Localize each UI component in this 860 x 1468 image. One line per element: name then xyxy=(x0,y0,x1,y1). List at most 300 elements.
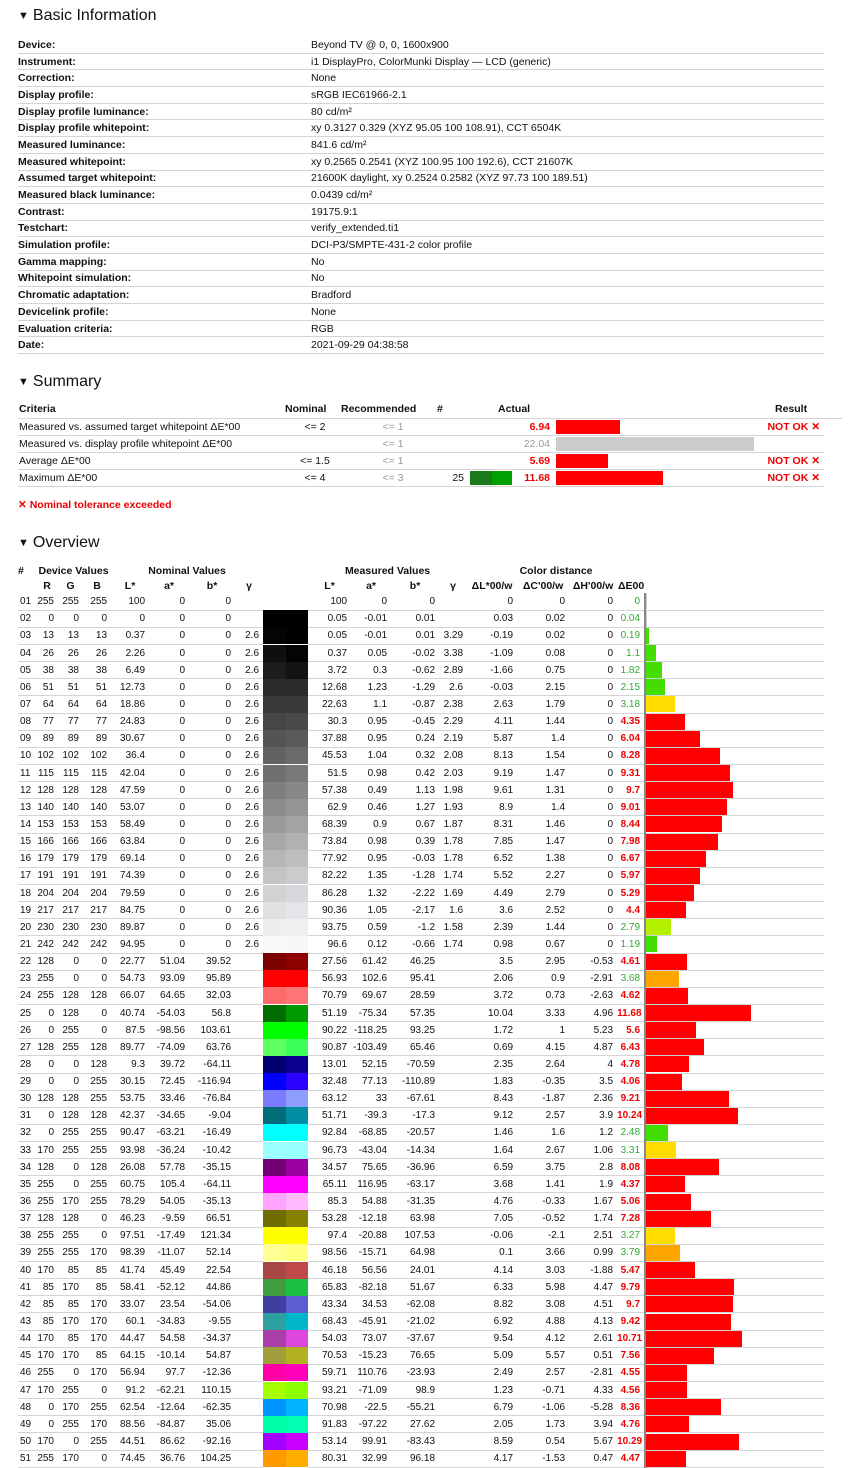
overview-cell: 4.87 xyxy=(569,1039,617,1056)
delta-e-value: 9.79 xyxy=(617,1279,645,1296)
overview-cell: 39.72 xyxy=(149,1056,189,1073)
summary-row xyxy=(18,453,824,470)
overview-cell: -0.53 xyxy=(569,953,617,970)
info-row xyxy=(18,170,824,187)
overview-cell: 6.52 xyxy=(467,850,517,867)
overview-cell: 89 xyxy=(36,730,58,747)
overview-cell: -0.66 xyxy=(391,936,439,953)
color-swatch xyxy=(263,1193,308,1210)
overview-cell: 153 xyxy=(83,816,111,833)
overview-cell: 0 xyxy=(83,1227,111,1244)
overview-cell: 255 xyxy=(58,1124,83,1141)
overview-cell: 0 xyxy=(149,884,189,901)
overview-cell: 255 xyxy=(58,1227,83,1244)
overview-cell: 96.6 xyxy=(308,936,351,953)
nominal-color-swatch xyxy=(263,1433,286,1450)
delta-e-bar-cell xyxy=(645,1450,824,1467)
overview-cell: 0.05 xyxy=(308,627,351,644)
summary-criteria: Measured vs. display profile whitepoint ΔE*00 xyxy=(19,438,233,451)
overview-cell: 26.08 xyxy=(111,1159,149,1176)
delta-e-value: 6.67 xyxy=(617,850,645,867)
overview-cell: 5.57 xyxy=(517,1347,569,1364)
color-swatch xyxy=(263,919,308,936)
overview-cell xyxy=(235,1159,263,1176)
info-value: sRGB IEC61966-2.1 xyxy=(311,87,824,104)
overview-cell: 170 xyxy=(83,1244,111,1261)
measured-color-swatch xyxy=(286,696,309,713)
delta-e-value: 0.04 xyxy=(617,610,645,627)
info-value: 0.0439 cd/m² xyxy=(311,187,824,204)
delta-e-bar xyxy=(646,919,671,935)
overview-cell: 79.59 xyxy=(111,884,149,901)
overview-cell: 99.91 xyxy=(351,1433,391,1450)
delta-e-value: 4.55 xyxy=(617,1364,645,1381)
overview-cell: 32.03 xyxy=(189,987,235,1004)
overview-cell: 92.84 xyxy=(308,1124,351,1141)
delta-e-bar-cell xyxy=(645,1296,824,1313)
info-value: 80 cd/m² xyxy=(311,103,824,120)
overview-cell: 179 xyxy=(83,850,111,867)
overview-cell: -64.11 xyxy=(189,1176,235,1193)
overview-cell: 0 xyxy=(189,816,235,833)
summary-nominal: <= 2 xyxy=(304,421,326,434)
info-value: xy 0.3127 0.329 (XYZ 95.05 100 108.91), CCT 6504K xyxy=(311,120,824,137)
overview-cell: -70.59 xyxy=(391,1056,439,1073)
delta-e-bar-cell xyxy=(645,1399,824,1416)
overview-cell: 32.48 xyxy=(308,1073,351,1090)
nominal-color-swatch xyxy=(263,1244,286,1261)
delta-e-bar xyxy=(646,799,727,815)
overview-cell: 0 xyxy=(83,953,111,970)
overview-cell: 52.14 xyxy=(189,1244,235,1261)
overview-cell: 1.47 xyxy=(517,764,569,781)
overview-row xyxy=(18,782,824,799)
overview-cell: 10 xyxy=(18,747,36,764)
overview-cell: -9.55 xyxy=(189,1313,235,1330)
overview-cell: -0.87 xyxy=(391,696,439,713)
overview-cell: 51.67 xyxy=(391,1279,439,1296)
overview-row xyxy=(18,764,824,781)
summary-heading[interactable]: ▼ Summary xyxy=(18,370,842,394)
overview-cell: 82.22 xyxy=(308,867,351,884)
delta-e-bar xyxy=(646,971,679,987)
delta-e-value: 0.19 xyxy=(617,627,645,644)
info-value: DCI-P3/SMPTE-431-2 color profile xyxy=(311,237,824,254)
overview-row xyxy=(18,1107,824,1124)
overview-cell: -12.18 xyxy=(351,1210,391,1227)
delta-e-bar-cell xyxy=(645,1159,824,1176)
color-swatch xyxy=(263,884,308,901)
overview-cell: -14.34 xyxy=(391,1142,439,1159)
overview-cell: 1.1 xyxy=(351,696,391,713)
overview-table xyxy=(18,563,824,1468)
summary-row xyxy=(18,436,824,453)
overview-cell: 0 xyxy=(189,867,235,884)
overview-cell: 0 xyxy=(189,782,235,799)
overview-cell: 46.23 xyxy=(111,1210,149,1227)
info-row xyxy=(18,37,824,53)
overview-cell: 0 xyxy=(58,610,83,627)
delta-e-bar-cell xyxy=(645,1364,824,1381)
overview-cell: 4.96 xyxy=(569,1004,617,1021)
overview-cell: 0.73 xyxy=(517,987,569,1004)
overview-row xyxy=(18,936,824,953)
overview-cell: 34.53 xyxy=(351,1296,391,1313)
overview-cell: 85 xyxy=(83,1347,111,1364)
overview-cell: -98.56 xyxy=(149,1022,189,1039)
overview-cell: 1.27 xyxy=(391,799,439,816)
overview-cell: -37.67 xyxy=(391,1330,439,1347)
overview-cell: 217 xyxy=(36,902,58,919)
overview-cell: 12 xyxy=(18,782,36,799)
overview-cell: 2.79 xyxy=(517,884,569,901)
overview-cell: 24.83 xyxy=(111,713,149,730)
overview-cell: 0.59 xyxy=(351,919,391,936)
overview-cell: -0.33 xyxy=(517,1193,569,1210)
measured-color-swatch xyxy=(286,610,309,627)
overview-cell: -17.3 xyxy=(391,1107,439,1124)
color-swatch xyxy=(263,1004,308,1021)
overview-cell: -82.18 xyxy=(351,1279,391,1296)
overview-cell: 26 xyxy=(18,1022,36,1039)
delta-e-bar xyxy=(646,1074,682,1090)
overview-cell xyxy=(235,1073,263,1090)
overview-group-header xyxy=(18,563,824,578)
color-swatch xyxy=(263,987,308,1004)
overview-cell: -0.01 xyxy=(351,610,391,627)
summary-actual: 11.68 xyxy=(524,472,550,485)
color-swatch xyxy=(263,1056,308,1073)
overview-cell: 61.42 xyxy=(351,953,391,970)
overview-cell: 0 xyxy=(189,884,235,901)
overview-cell: 22.63 xyxy=(308,696,351,713)
overview-cell: 13 xyxy=(36,627,58,644)
delta-e-bar-cell xyxy=(645,610,824,627)
overview-cell: 45.49 xyxy=(149,1262,189,1279)
overview-cell: 08 xyxy=(18,713,36,730)
delta-e-value: 2.15 xyxy=(617,679,645,696)
overview-cell: 0.05 xyxy=(308,610,351,627)
overview-cell: 9.19 xyxy=(467,764,517,781)
overview-cell: 255 xyxy=(36,1364,58,1381)
overview-cell: 140 xyxy=(83,799,111,816)
overview-cell: 50 xyxy=(18,1433,36,1450)
color-swatch xyxy=(263,902,308,919)
delta-e-bar xyxy=(646,645,656,661)
overview-cell: 2.6 xyxy=(235,799,263,816)
overview-cell: 0 xyxy=(189,833,235,850)
overview-row xyxy=(18,919,824,936)
overview-cell xyxy=(439,970,467,987)
overview-cell: 95.89 xyxy=(189,970,235,987)
overview-row xyxy=(18,713,824,730)
overview-cell: -2.1 xyxy=(517,1227,569,1244)
delta-e-bar-cell xyxy=(645,662,824,679)
overview-row xyxy=(18,1450,824,1467)
overview-cell: 0.9 xyxy=(351,816,391,833)
overview-cell xyxy=(235,1433,263,1450)
overview-cell: 4.76 xyxy=(467,1193,517,1210)
overview-cell: 0 xyxy=(351,593,391,610)
delta-e-bar xyxy=(646,1022,696,1038)
info-key: Measured whitepoint: xyxy=(18,153,311,170)
overview-cell: 255 xyxy=(83,1142,111,1159)
overview-cell xyxy=(235,1056,263,1073)
delta-e-bar-cell xyxy=(645,1347,824,1364)
overview-cell: 0.39 xyxy=(391,833,439,850)
color-swatch xyxy=(263,1227,308,1244)
overview-cell: -17.49 xyxy=(149,1227,189,1244)
overview-cell: 1.74 xyxy=(439,936,467,953)
delta-e-bar xyxy=(646,1142,676,1158)
overview-cell: 0.95 xyxy=(351,713,391,730)
overview-cell xyxy=(235,1313,263,1330)
overview-cell: 170 xyxy=(36,1262,58,1279)
overview-cell: 53.14 xyxy=(308,1433,351,1450)
overview-cell: 2.39 xyxy=(467,919,517,936)
overview-cell: 13 xyxy=(83,627,111,644)
delta-e-value: 4.56 xyxy=(617,1382,645,1399)
overview-cell: 170 xyxy=(58,1313,83,1330)
overview-cell: 42.37 xyxy=(111,1107,149,1124)
delta-e-bar-cell xyxy=(645,1279,824,1296)
overview-cell: 128 xyxy=(83,1107,111,1124)
delta-e-bar xyxy=(646,628,649,644)
overview-cell: 0 xyxy=(569,679,617,696)
delta-e-bar xyxy=(646,1296,733,1312)
delta-e-bar xyxy=(646,988,688,1004)
overview-cell: 128 xyxy=(83,1159,111,1176)
measured-color-swatch xyxy=(286,885,309,902)
nominal-color-swatch xyxy=(263,1039,286,1056)
measured-color-swatch xyxy=(286,1296,309,1313)
color-swatch xyxy=(263,1176,308,1193)
overview-cell: 47.59 xyxy=(111,782,149,799)
overview-cell: 10.04 xyxy=(467,1004,517,1021)
overview-cell: 86.28 xyxy=(308,884,351,901)
overview-cell xyxy=(439,1262,467,1279)
measured-color-swatch xyxy=(286,936,309,953)
overview-cell: 128 xyxy=(36,1039,58,1056)
measured-color-swatch xyxy=(286,1193,309,1210)
overview-cell: 0.1 xyxy=(467,1244,517,1261)
overview-cell: 128 xyxy=(58,987,83,1004)
overview-cell: 5.98 xyxy=(517,1279,569,1296)
overview-cell: 74.39 xyxy=(111,867,149,884)
overview-cell: 0 xyxy=(391,593,439,610)
overview-cell: -23.93 xyxy=(391,1364,439,1381)
delta-e-bar xyxy=(646,782,733,798)
info-key: Instrument: xyxy=(18,53,311,70)
overview-cell: 170 xyxy=(83,1296,111,1313)
overview-cell: 170 xyxy=(83,1313,111,1330)
overview-cell: -1.88 xyxy=(569,1262,617,1279)
overview-cell xyxy=(439,1159,467,1176)
overview-cell: 6.59 xyxy=(467,1159,517,1176)
measured-color-swatch xyxy=(286,1107,309,1124)
overview-cell: 0 xyxy=(149,764,189,781)
overview-cell: -55.21 xyxy=(391,1399,439,1416)
delta-e-bar xyxy=(646,593,647,609)
overview-cell xyxy=(235,1382,263,1399)
info-value: 2021-09-29 04:38:58 xyxy=(311,337,824,354)
nominal-color-swatch xyxy=(263,662,286,679)
delta-e-bar xyxy=(646,1194,691,1210)
delta-e-bar xyxy=(646,1039,704,1055)
overview-cell: 94.95 xyxy=(111,936,149,953)
overview-cell: 12.68 xyxy=(308,679,351,696)
delta-e-bar xyxy=(646,1399,721,1415)
overview-cell: 191 xyxy=(36,867,58,884)
color-swatch xyxy=(263,782,308,799)
info-row xyxy=(18,53,824,70)
summary-actual-bar xyxy=(556,437,754,451)
color-swatch xyxy=(263,799,308,816)
delta-e-value: 9.21 xyxy=(617,1090,645,1107)
overview-cell: 0 xyxy=(83,1004,111,1021)
overview-cell: 100 xyxy=(308,593,351,610)
overview-row xyxy=(18,1159,824,1176)
overview-cell: -84.87 xyxy=(149,1416,189,1433)
overview-cell: 64 xyxy=(58,696,83,713)
overview-cell: -71.09 xyxy=(351,1382,391,1399)
overview-cell: 7.85 xyxy=(467,833,517,850)
overview-cell: 2.06 xyxy=(467,970,517,987)
overview-row xyxy=(18,1296,824,1313)
overview-cell xyxy=(235,1262,263,1279)
overview-cell: 0 xyxy=(58,1364,83,1381)
nominal-color-swatch xyxy=(263,730,286,747)
overview-cell: 2.6 xyxy=(235,919,263,936)
overview-cell: 51.5 xyxy=(308,764,351,781)
overview-cell: 170 xyxy=(58,1347,83,1364)
overview-cell: -34.83 xyxy=(149,1313,189,1330)
info-row xyxy=(18,120,824,137)
nominal-color-swatch xyxy=(263,1279,286,1296)
overview-row xyxy=(18,1176,824,1193)
overview-cell: 21 xyxy=(18,936,36,953)
overview-cell: 2.51 xyxy=(569,1227,617,1244)
overview-cell: 128 xyxy=(36,1210,58,1227)
delta-e-value: 7.98 xyxy=(617,833,645,850)
overview-cell: -1.53 xyxy=(517,1450,569,1467)
overview-cell: 14 xyxy=(18,816,36,833)
delta-e-value: 4.61 xyxy=(617,953,645,970)
measured-color-swatch xyxy=(286,902,309,919)
overview-row xyxy=(18,1039,824,1056)
delta-e-bar-cell xyxy=(645,1433,824,1450)
overview-row xyxy=(18,662,824,679)
overview-cell: 63.12 xyxy=(308,1090,351,1107)
overview-cell: 0 xyxy=(189,799,235,816)
overview-cell: 0 xyxy=(569,696,617,713)
overview-cell: 13 xyxy=(58,627,83,644)
overview-cell: -76.84 xyxy=(189,1090,235,1107)
overview-cell: 28 xyxy=(18,1056,36,1073)
overview-cell: -43.04 xyxy=(351,1142,391,1159)
overview-cell: 24.01 xyxy=(391,1262,439,1279)
nominal-color-swatch xyxy=(263,1124,286,1141)
overview-cell: 121.34 xyxy=(189,1227,235,1244)
overview-row xyxy=(18,1090,824,1107)
column-header: b* xyxy=(206,579,218,592)
basic-information-heading[interactable]: ▼ Basic Information xyxy=(18,4,842,28)
overview-cell: -62.35 xyxy=(189,1399,235,1416)
overview-cell: -35.15 xyxy=(189,1159,235,1176)
overview-cell: 128 xyxy=(83,1039,111,1056)
delta-e-bar xyxy=(646,1348,714,1364)
overview-cell: 68.43 xyxy=(308,1313,351,1330)
nominal-color-swatch xyxy=(263,627,286,644)
delta-e-bar xyxy=(646,1314,731,1330)
overview-heading[interactable]: ▼ Overview xyxy=(18,531,842,555)
color-swatch xyxy=(263,1330,308,1347)
overview-cell: 27 xyxy=(18,1039,36,1056)
info-key: Whitepoint simulation: xyxy=(18,270,311,287)
overview-cell: 66.07 xyxy=(111,987,149,1004)
overview-cell: -0.03 xyxy=(467,679,517,696)
overview-cell: 51 xyxy=(83,679,111,696)
overview-cell: 153 xyxy=(58,816,83,833)
color-swatch xyxy=(263,1382,308,1399)
delta-e-bar-cell xyxy=(645,1210,824,1227)
measured-color-swatch xyxy=(286,1244,309,1261)
overview-cell: 4.11 xyxy=(467,713,517,730)
overview-cell xyxy=(235,953,263,970)
delta-e-value: 4.4 xyxy=(617,902,645,919)
overview-cell: 0 xyxy=(36,1416,58,1433)
delta-e-bar-cell xyxy=(645,936,824,953)
overview-cell: 255 xyxy=(83,593,111,610)
delta-e-bar-cell xyxy=(645,1107,824,1124)
overview-cell: 2.67 xyxy=(517,1142,569,1159)
overview-cell: 128 xyxy=(36,1090,58,1107)
summary-actual: 22.04 xyxy=(523,438,550,451)
overview-cell: 8.43 xyxy=(467,1090,517,1107)
delta-e-bar-cell xyxy=(645,1004,824,1021)
overview-cell: 170 xyxy=(36,1433,58,1450)
delta-e-bar xyxy=(646,1159,719,1175)
overview-cell: 0 xyxy=(58,1073,83,1090)
overview-cell: 36.4 xyxy=(111,747,149,764)
color-swatch xyxy=(263,696,308,713)
overview-cell: 2.6 xyxy=(235,764,263,781)
overview-cell: 41.74 xyxy=(111,1262,149,1279)
overview-cell: 63.84 xyxy=(111,833,149,850)
overview-cell: 35.06 xyxy=(189,1416,235,1433)
overview-cell: 44.51 xyxy=(111,1433,149,1450)
overview-cell: 0.12 xyxy=(351,936,391,953)
overview-cell: -75.34 xyxy=(351,1004,391,1021)
info-row xyxy=(18,237,824,254)
overview-cell: 0 xyxy=(569,593,617,610)
overview-cell: 85 xyxy=(58,1262,83,1279)
measured-color-swatch xyxy=(286,679,309,696)
overview-cell: 0 xyxy=(58,1159,83,1176)
overview-cell: 0 xyxy=(569,799,617,816)
column-header: b* xyxy=(409,579,421,592)
overview-cell: 0 xyxy=(569,850,617,867)
delta-e-bar-cell xyxy=(645,1227,824,1244)
overview-row xyxy=(18,1347,824,1364)
nominal-color-swatch xyxy=(263,1399,286,1416)
overview-cell: 1.41 xyxy=(517,1176,569,1193)
color-swatch xyxy=(263,1279,308,1296)
delta-e-bar xyxy=(646,1125,668,1141)
overview-cell: 0.95 xyxy=(351,850,391,867)
overview-cell: 32.99 xyxy=(351,1450,391,1467)
overview-cell: -54.06 xyxy=(189,1296,235,1313)
